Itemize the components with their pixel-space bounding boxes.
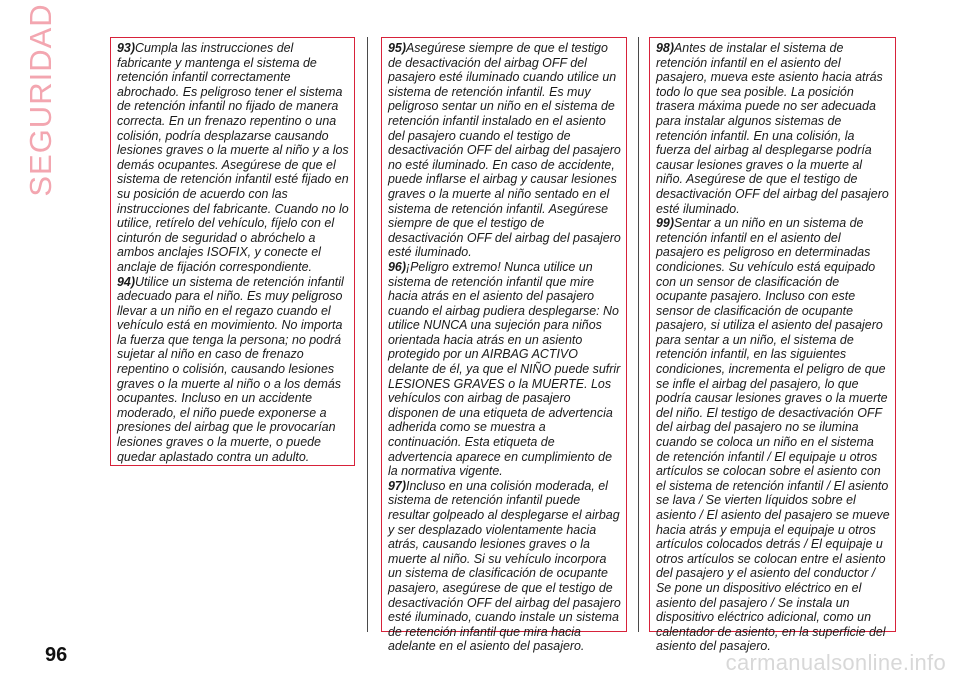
warning-text: ¡Peligro extremo! Nunca utilice un sistema de retención infantil que mire hacia atrás en el asiento del pasajero cuando el airbag pudiera desplegarse: No utilice NUNCA una sujeción para niños orientada hacia atrás en un asiento protegido por un AIRBAG ACTIVO delante de él, ya que el NIÑO puede sufrir LESIONES GRAVES o la MUERTE. Los vehículos con airbag de pasajero disponen de una etiqueta de advertencia adherida como se muestra a continuación. Esta etiqueta de advertencia aparece en cumplimiento de la normativa vigente.	[388, 259, 621, 479]
warning-text: Cumpla las instrucciones del fabricante y mantenga el sistema de retención infantil correctamente abrochado. Es peligroso tener el sistema de retención infantil no fijado de manera correcta. En un frenazo repentino o una colisión, podría desplazarse causando lesiones graves o la muerte al niño y a los demás ocupantes. Asegúrese de que el sistema de retención infantil esté fijado en su posición de acuerdo con las instrucciones del fabricante. Cuando no lo utilice, retírelo del vehículo, fíjelo con el cinturón de seguridad o abróchelo a ambos anclajes ISOFIX, y conecte el anclaje de fijación correspondiente.	[117, 41, 349, 274]
warning-number: 98)	[656, 41, 674, 55]
warning-number: 94)	[117, 274, 135, 289]
warning-text: Sentar a un niño en un sistema de retención infantil en el asiento del pasajero es peligroso en determinadas condiciones. Su vehículo está equipado con un sensor de clasificación de ocupante pasajero. Incluso con este sensor de clasificación de ocupante pasajero, si utiliza el asiento del pasajero para sentar a un niño, el sistema de retención infantil, en las siguientes condiciones, incrementa el peligro de que se infle el airbag del pasajero, lo que podría causar lesiones graves o la muerte del niño. El testigo de desactivación OFF del airbag del pasajero no se ilumina cuando se coloca un niño en el sistema de retención infantil / El equipaje u otros artículos se colocan sobre el asiento con el sistema de retención infantil / El asiento se lava / Se vierten líquidos sobre el asiento / El asiento del pasajero se mueve hacia atrás y empuja el equipaje u otros artículos colocados detrás / El equipaje u otros artículos se colocan entre el asiento del pasajero y el asiento del conductor / Se pone un dispositivo eléctrico en el asiento del pasajero / Se instala un dispositivo eléctrico adicional, como un calentador de asiento, en la superficie del asiento del pasajero.	[656, 216, 890, 654]
warning-note-93	[117, 41, 349, 275]
warning-note-99	[656, 216, 890, 654]
warning-note-95	[388, 41, 621, 260]
warning-note-97	[388, 479, 621, 654]
warning-text: Incluso en una colisión moderada, el sistema de retención infantil puede resultar golpeado al desplegarse el airbag y ser desplazado violentamente hacia atrás, causando lesiones graves o la muerte al niño. Si su vehículo incorpora un sistema de clasificación de ocupante pasajero, asegúrese de que el testigo de desactivación OFF del airbag del pasajero esté iluminado, cuando instale un sistema de retención infantil que mira hacia adelante en el asiento del pasajero.	[388, 478, 621, 654]
warning-text: Antes de instalar el sistema de retención infantil en el asiento del pasajero, mueva este asiento hacia atrás todo lo que sea posible. La posición trasera máxima puede no ser adecuada para instalar algunos sistemas de retención infantil. En una colisión, la fuerza del airbag al desplegarse podría causar lesiones graves o la muerte al niño. Asegúrese de que el testigo de desactivación OFF del airbag del pasajero esté iluminado.	[656, 41, 889, 216]
warning-number: 96)	[388, 259, 406, 274]
warning-column-1	[110, 37, 355, 466]
warning-text: Asegúrese siempre de que el testigo de desactivación del airbag OFF del pasajero esté iluminado cuando utilice un sistema de retención infantil. Es muy peligroso sentar un niño en el sistema de retención infantil instalado en el asiento del pasajero cuando el testigo de desactivación OFF del airbag del pasajero no esté iluminado. En caso de accidente, puede inflarse el airbag y causar lesiones graves o la muerte al niño sentado en el sistema de retención infantil. Asegúrese siempre de que el testigo de desactivación OFF del airbag del pasajero esté iluminado.	[388, 41, 621, 260]
warning-number: 99)	[656, 216, 674, 231]
warning-number: 93)	[117, 41, 135, 55]
column-divider	[367, 37, 368, 632]
warning-note-96	[388, 260, 621, 479]
column-divider	[638, 37, 639, 632]
warning-text: Utilice un sistema de retención infantil adecuado para el niño. Es muy peligroso llevar a un niño en el regazo cuando el vehículo está en movimiento. No importa la fuerza que tenga la persona; no podrá sujetar al niño en caso de frenazo repentino o colisión, causando lesiones graves o la muerte al niño o a los demás ocupantes. Incluso en un accidente moderado, el niño puede exponerse a presiones del airbag que le provocarían lesiones graves o la muerte, o puede quedar aplastado contra un adulto.	[117, 274, 344, 464]
watermark: carmanualsonline.info	[725, 650, 946, 675]
section-label	[6, 3, 76, 197]
warning-number: 95)	[388, 41, 406, 55]
warning-number: 97)	[388, 478, 406, 493]
warning-note-98	[656, 41, 890, 216]
warning-column-3	[649, 37, 896, 654]
warning-column-2	[381, 37, 627, 654]
page-number: 96	[45, 644, 68, 666]
warning-note-94	[117, 275, 349, 465]
section-label-text: SEGURIDAD	[23, 3, 58, 197]
